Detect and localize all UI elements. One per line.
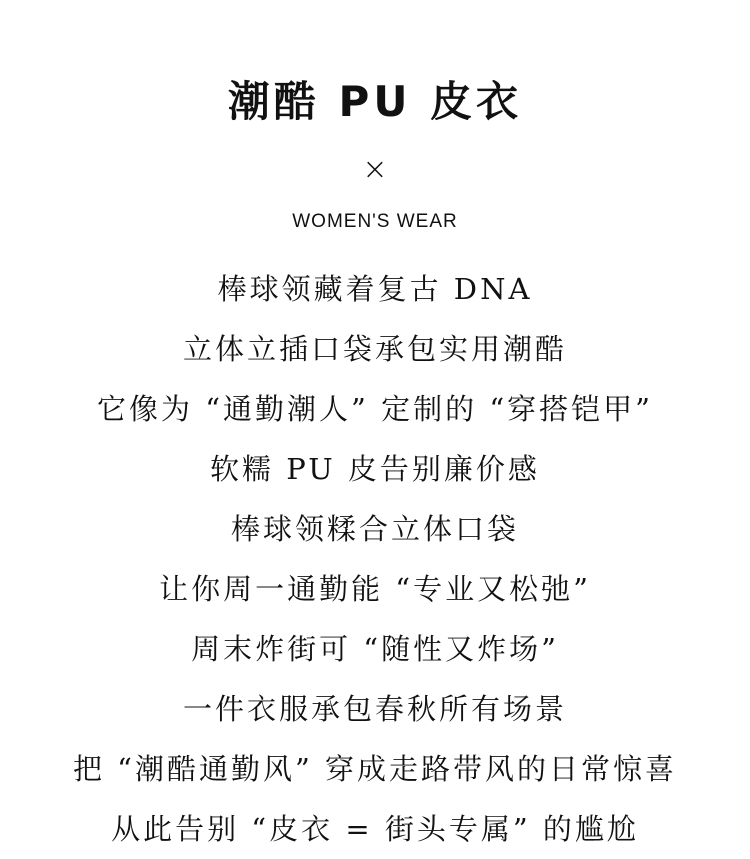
- description-line: 一件衣服承包春秋所有场景: [182, 692, 567, 726]
- description-line: 棒球领糅合立体口袋: [230, 512, 519, 546]
- description-line: 软糯 PU 皮告别廉价感: [210, 452, 540, 486]
- description-line: 立体立插口袋承包实用潮酷: [182, 332, 567, 366]
- page-title: 潮酷 PU 皮衣: [227, 77, 523, 126]
- description-line: 从此告别 “皮衣 = 街头专属” 的尴尬: [111, 812, 639, 846]
- description-lines: [0, 259, 750, 859]
- description-line: 棒球领藏着复古 DNA: [217, 272, 533, 306]
- cross-separator: ×: [362, 152, 388, 187]
- description-line: 它像为 “通勤潮人” 定制的 “穿搭铠甲”: [97, 392, 653, 426]
- description-line: 让你周一通勤能 “专业又松弛”: [159, 572, 591, 606]
- description-line: 周末炸街可 “随性又炸场”: [191, 632, 559, 666]
- description-line: 把 “潮酷通勤风” 穿成走路带风的日常惊喜: [72, 752, 678, 786]
- page-subtitle: WOMEN'S WEAR: [292, 211, 458, 232]
